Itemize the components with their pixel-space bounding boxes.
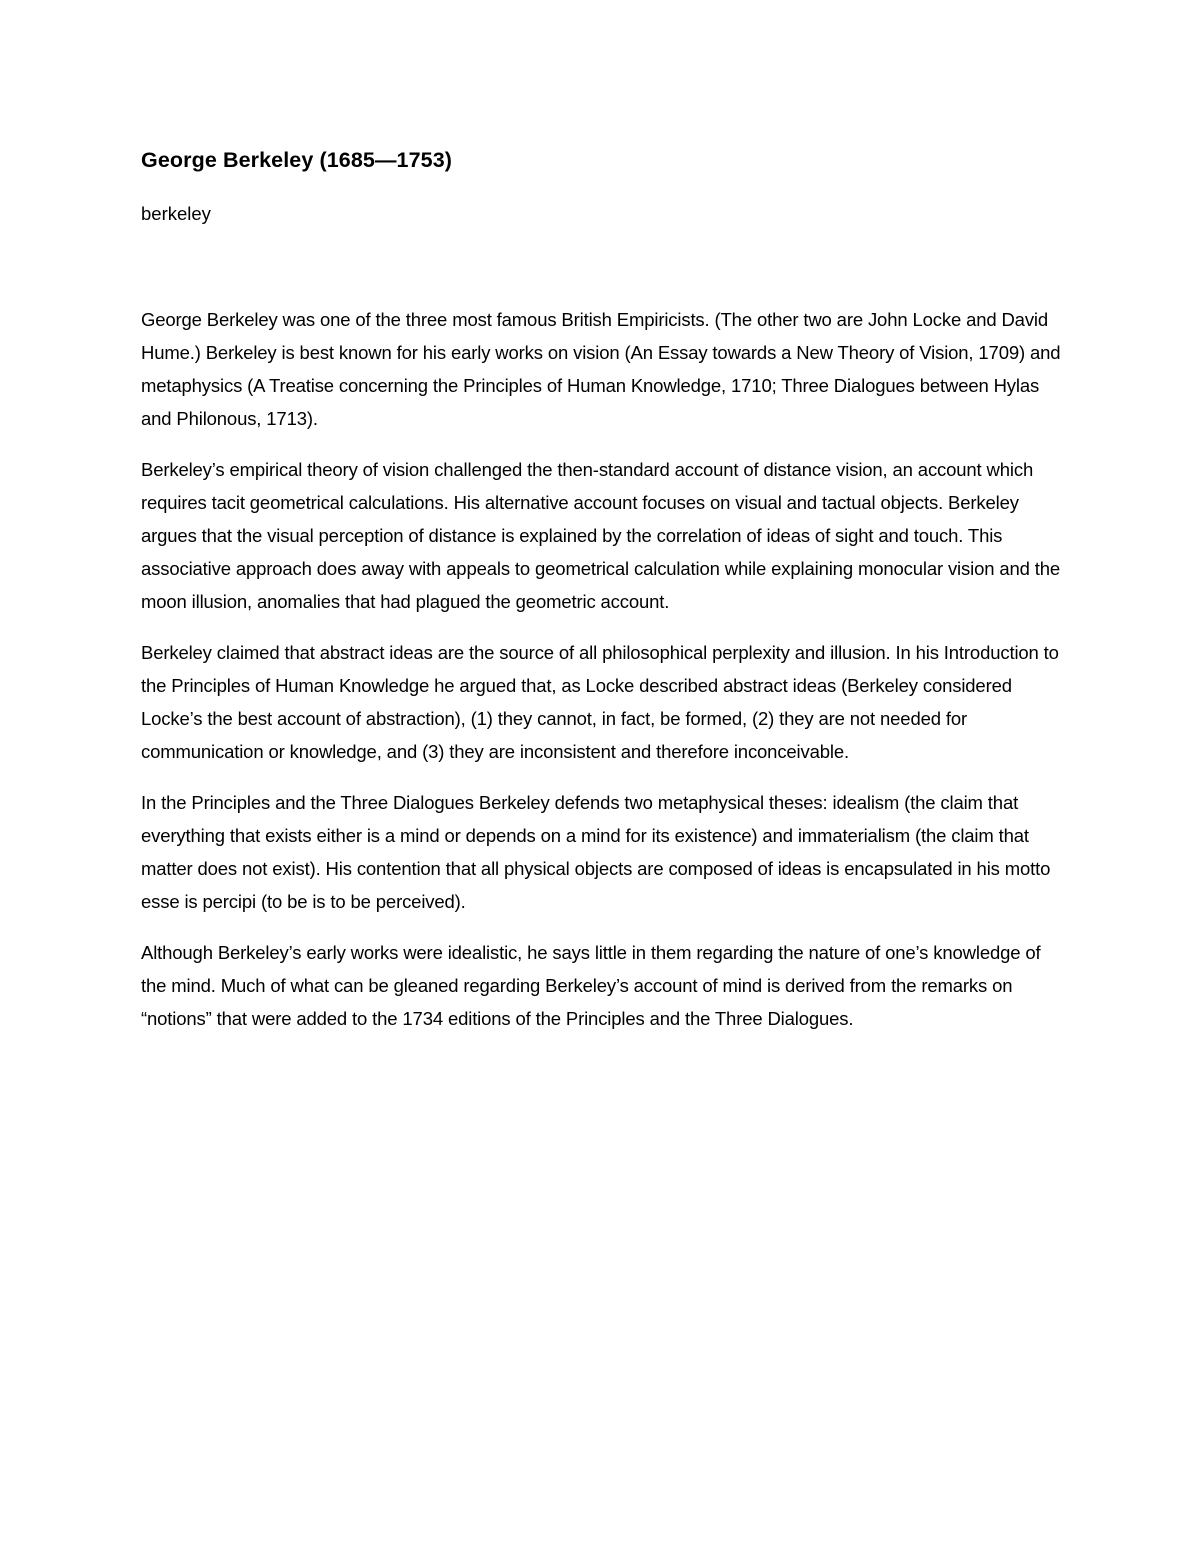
paragraph-4: In the Principles and the Three Dialogues Berkeley defends two metaphysical theses: idealism (the claim that everything that exists either is a mind or depends on a mind for its existence) and immaterialism (the claim that matter does not exist). His contention that all physical objects are composed of ideas is encapsulated in his motto esse is percipi (to be is to be perceived). <box>141 792 1051 912</box>
document-title: George Berkeley (1685—1753) <box>141 148 453 172</box>
paragraph-5: Although Berkeley’s early works were idealistic, he says little in them regarding the nature of one’s knowledge of the mind. Much of what can be gleaned regarding Berkeley’s account of mind is derived from the remarks on “notions” that were added to the 1734 editions of the Principles and the Three Dialogues. <box>141 942 1041 1029</box>
document-subtitle: berkeley <box>141 203 211 224</box>
document-body <box>141 143 1061 1053</box>
paragraph-1: George Berkeley was one of the three most famous British Empiricists. (The other two are John Locke and David Hume.) Berkeley is best known for his early works on vision (An Essay towards a New Theory of Vision, 1709) and metaphysics (A Treatise concerning the Principles of Human Knowledge, 1710; Three Dialogues between Hylas and Philonous, 1713). <box>141 309 1061 429</box>
paragraph-2: Berkeley’s empirical theory of vision challenged the then-standard account of distance vision, an account which requires tacit geometrical calculations. His alternative account focuses on visual and tactual objects. Berkeley argues that the visual perception of distance is explained by the correlation of ideas of sight and touch. This associative approach does away with appeals to geometrical calculation while explaining monocular vision and the moon illusion, anomalies that had plagued the geometric account. <box>141 459 1061 612</box>
paragraph-3: Berkeley claimed that abstract ideas are the source of all philosophical perplexity and illusion. In his Introduction to the Principles of Human Knowledge he argued that, as Locke described abstract ideas (Berkeley considered Locke’s the best account of abstraction), (1) they cannot, in fact, be formed, (2) they are not needed for communication or knowledge, and (3) they are inconsistent and therefore inconceivable. <box>141 642 1059 762</box>
